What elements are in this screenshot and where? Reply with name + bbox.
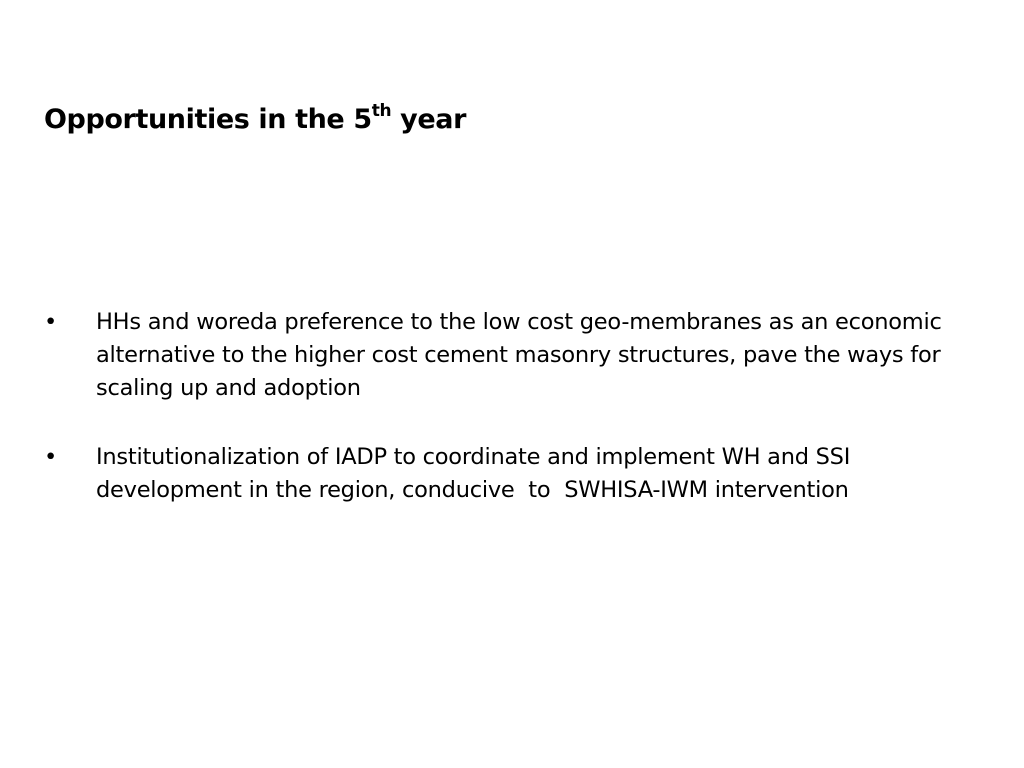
bullet-text: Institutionalization of IADP to coordinate and implement WH and SSI development in the region, conducive to SWHISA-IWM intervention [96,444,858,503]
slide-title-prefix: Opportunities in the 5 [44,104,372,135]
slide-title-suffix: year [391,104,467,135]
bullet-item [44,306,984,405]
bullet-dot-icon: • [44,309,58,335]
slide-title [44,100,466,140]
bullet-dot-icon: • [44,444,58,470]
bullet-text: HHs and woreda preference to the low cost geo-membranes as an economic alternative to the higher cost cement masonry structures, pave the ways for scaling up and adoption [96,309,949,401]
bullet-item [44,441,984,507]
bullet-list [44,306,984,543]
slide-title-superscript: th [371,101,392,121]
